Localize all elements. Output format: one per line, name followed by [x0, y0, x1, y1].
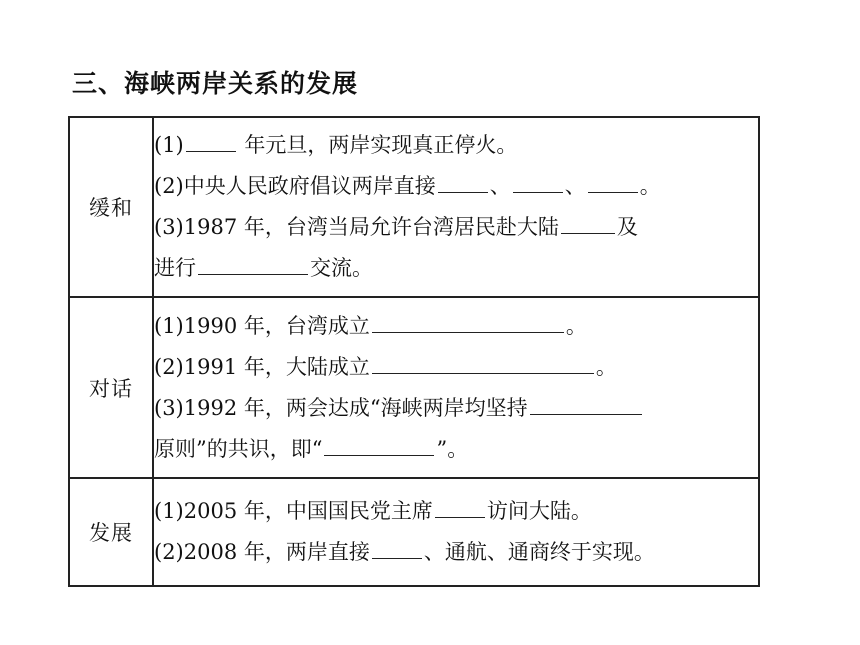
fill-blank [198, 250, 308, 275]
row-content-easing [153, 117, 759, 297]
table-row [69, 117, 759, 297]
easing-line-2: (2)中央人民政府倡议两岸直接 、 、 。 [154, 166, 758, 207]
dialogue-line-2: (2)1991 年，大陆成立 。 [154, 347, 758, 388]
table-row [69, 478, 759, 586]
development-line-1: (1)2005 年，中国国民党主席 访问大陆。 [154, 491, 758, 532]
dialogue-line-4: 原则”的共识，即“ ”。 [154, 429, 758, 470]
easing-line-1: (1) 年元旦，两岸实现真正停火。 [154, 125, 758, 166]
fill-blank [372, 308, 564, 333]
row-content-development [153, 478, 759, 586]
fill-blank [372, 534, 422, 559]
row-content-dialogue [153, 297, 759, 478]
table-row [69, 297, 759, 478]
row-label-easing: 缓和 [69, 117, 153, 297]
easing-line-3: (3)1987 年，台湾当局允许台湾居民赴大陆 及 [154, 207, 758, 248]
easing-line-4: 进行 交流。 [154, 248, 758, 289]
row-label-development: 发展 [69, 478, 153, 586]
fill-blank [186, 127, 236, 152]
fill-blank [438, 168, 488, 193]
fill-blank [324, 431, 434, 456]
fill-blank [561, 209, 615, 234]
dialogue-line-3: (3)1992 年，两会达成“海峡两岸均坚持 [154, 388, 758, 429]
relations-table [68, 116, 760, 587]
row-label-dialogue: 对话 [69, 297, 153, 478]
fill-blank [588, 168, 638, 193]
section-heading: 三、海峡两岸关系的发展 [72, 69, 359, 98]
fill-blank [372, 349, 594, 374]
development-line-2: (2)2008 年，两岸直接 、通航、通商终于实现。 [154, 532, 758, 573]
dialogue-line-1: (1)1990 年，台湾成立 。 [154, 306, 758, 347]
fill-blank [513, 168, 563, 193]
fill-blank [530, 390, 642, 415]
fill-blank [435, 493, 485, 518]
